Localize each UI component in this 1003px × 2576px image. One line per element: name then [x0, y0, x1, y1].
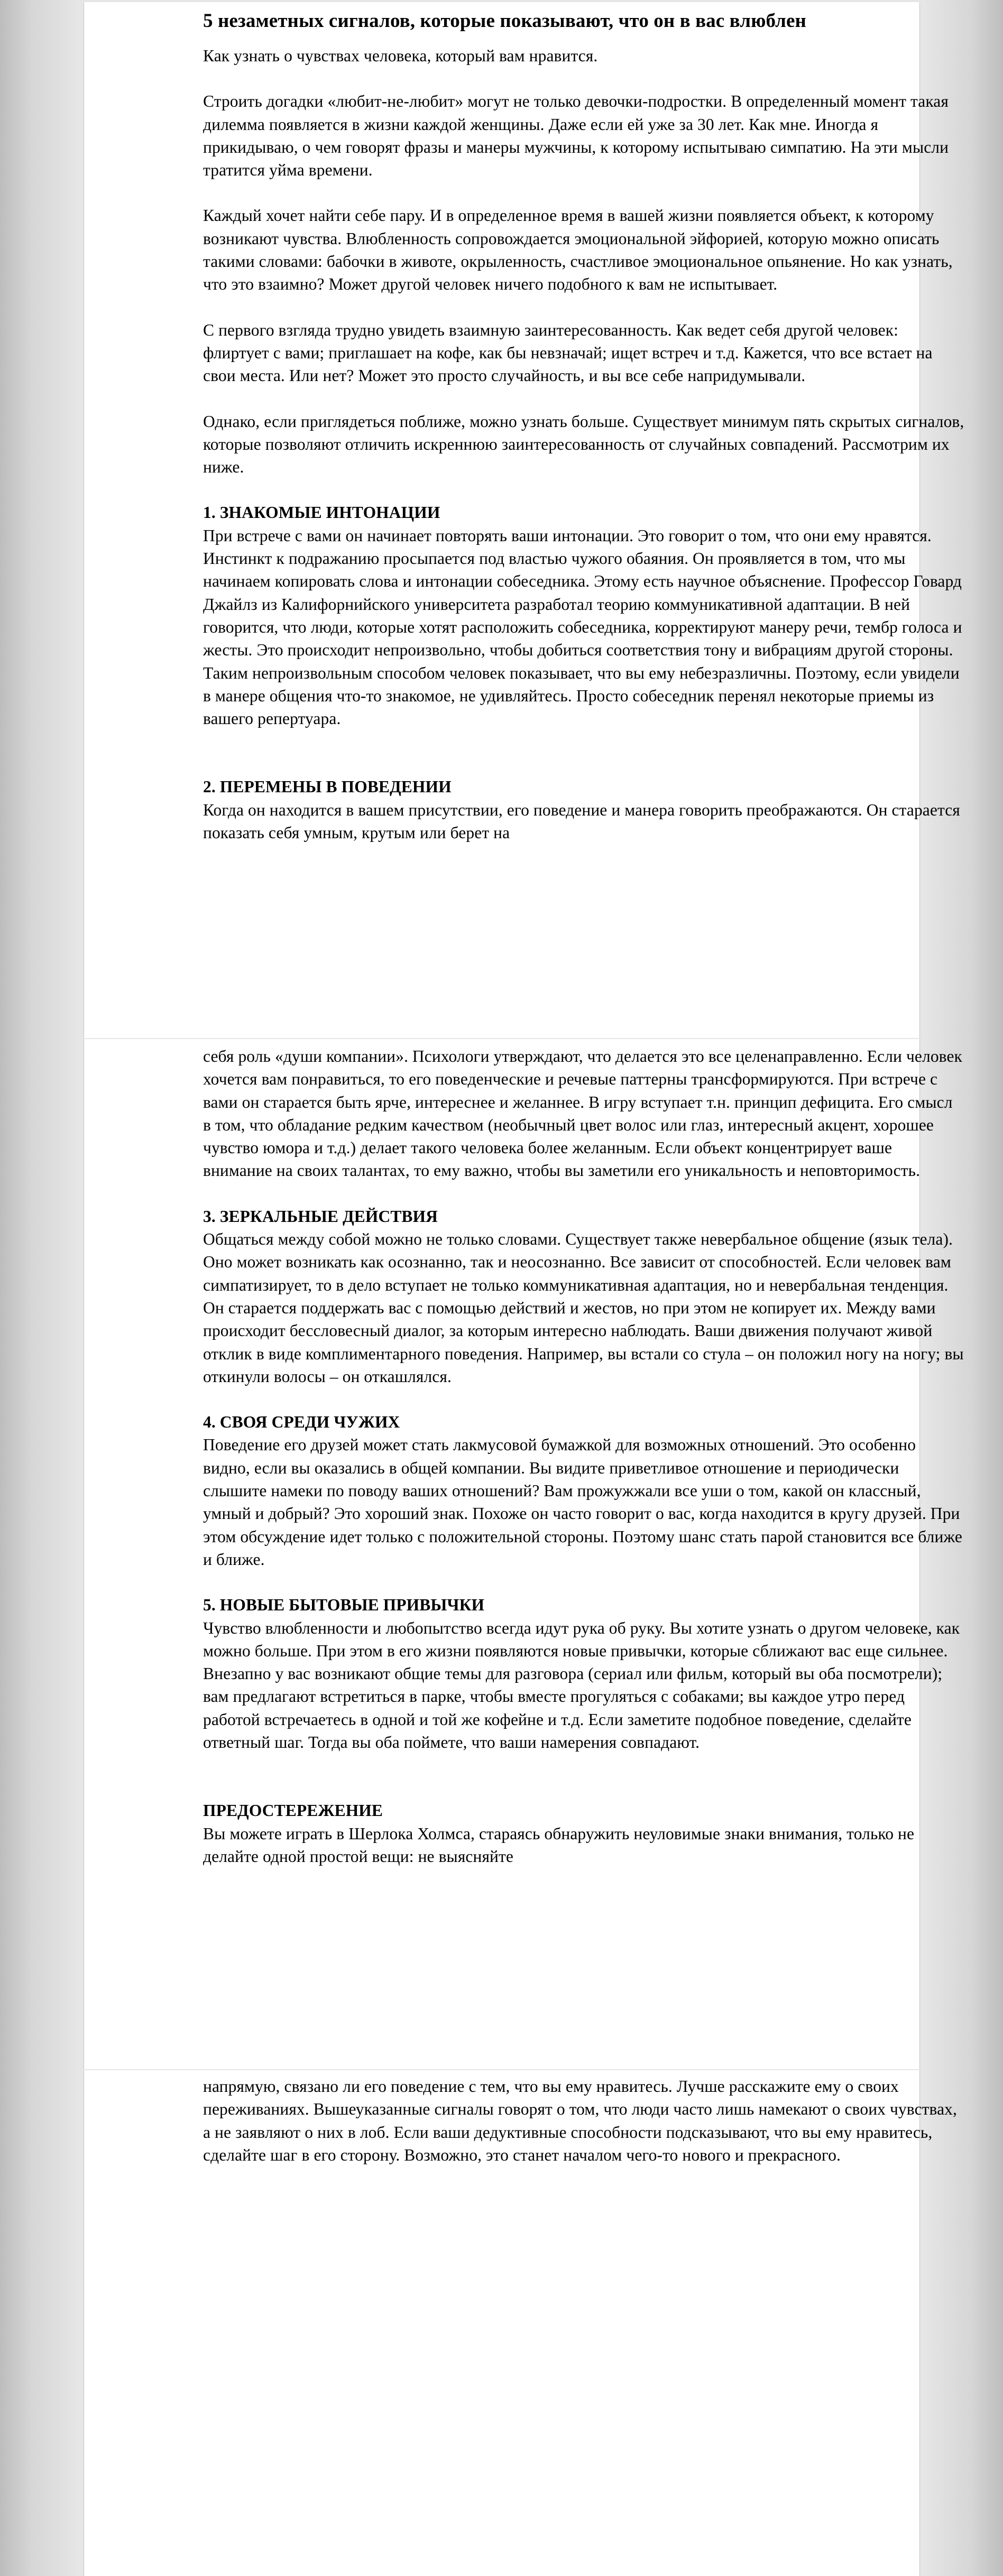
section-5-body: Чувство влюбленности и любопытство всегда идут рука об руку. Вы хотите узнать о другом человеке, как можно больше. При этом в его жизни появляются новые привычки, которые сближают вас еще сильнее. Внезапно у вас возникают общие темы для разговора (сериал или фильм, который вы оба посмотрели); вам предлагают встретиться в парке, чтобы вместе прогуляться с собаками; вы каждое утро перед работой встречаетесь в одной и той же кофейне и т.д. Если заметите подобное поведение, сделайте ответный шаг. Тогда вы оба поймете, что ваши намерения совпадают. [203, 1618, 960, 1752]
page-2-content [203, 1045, 964, 1868]
document-page-1 [84, 2, 964, 1038]
intro-paragraph-3: Каждый хочет найти себе пару. И в определенное время в вашей жизни появляется объект, к которому возникают чувства. Влюбленность сопровождается эмоциональной эйфорией, которую можно описать такими словами: бабочки в животе, окрыленность, счастливое эмоциональное опьянение. Но как узнать, что это взаимно? Может другой человек ничего подобного к вам не испытывает. [203, 206, 953, 294]
section-2-body-part-2: себя роль «души компании». Психологи утверждают, что делается это все целенаправленно. Если человек хочется вам понравиться, то его поведенческие и речевые паттерны трансформируются. При встрече с вами он старается быть ярче, интереснее и желаннее. В игру вступает т.н. принцип дефицита. Его смысл в том, что обладание редким качеством (необычный цвет волос или глаз, интересный акцент, хорошее чувство юмора и т.д.) делает такого человека более желанным. Если объект концентрирует ваше внимание на своих талантах, то ему важно, чтобы вы заметили его уникальность и неповторимость. [203, 1047, 962, 1180]
page-1-content [203, 10, 964, 844]
document-page-2 [84, 1039, 964, 2069]
section-3-heading: 3. ЗЕРКАЛЬНЫЕ ДЕЙСТВИЯ [203, 1207, 438, 1226]
article-title: 5 незаметных сигналов, которые показывают, что он в вас влюблен [203, 10, 806, 32]
document-page-3 [84, 2070, 957, 2576]
warning-heading: ПРЕДОСТЕРЕЖЕНИЕ [203, 1801, 383, 1820]
section-5-heading: 5. НОВЫЕ БЫТОВЫЕ ПРИВЫЧКИ [203, 1596, 485, 1615]
section-2-heading: 2. ПЕРЕМЕНЫ В ПОВЕДЕНИИ [203, 777, 452, 796]
intro-paragraph-5: Однако, если приглядеться поближе, можно узнать больше. Существует минимум пять скрытых сигналов, которые позволяют отличить искреннюю заинтересованность от случайных совпадений. Рассмотрим их ниже. [203, 412, 964, 477]
page-3-content [203, 2075, 964, 2166]
warning-body-part-1: Вы можете играть в Шерлока Холмса, стараясь обнаружить неуловимые знаки внимания, только не делайте одной простой вещи: не выясняйте [203, 1824, 915, 1866]
spacer [203, 753, 964, 775]
section-3-body: Общаться между собой можно не только словами. Существует также невербальное общение (язык тела). Оно может возникать как осознанно, так и неосознанно. Все зависит от способностей. Если человек вам симпатизирует, то в дело вступает не только коммуникативная адаптация, но и невербальная тенденция. Он старается поддержать вас с помощью действий и жестов, но при этом не копирует их. Между вами происходит бессловесный диалог, за которым интересно наблюдать. Ваши движения получают живой отклик в виде комплиментарного поведения. Например, вы встали со стула – он положил ногу на ногу; вы откинули волосы – он откашлялся. [203, 1230, 964, 1386]
section-1-heading: 1. ЗНАКОМЫЕ ИНТОНАЦИИ [203, 503, 440, 522]
intro-paragraph-2: Строить догадки «любит-не-любит» могут не только девочки-подростки. В определенный момент такая дилемма появляется в жизни каждой женщины. Даже если ей уже за 30 лет. Как мне. Иногда я прикидываю, о чем говорят фразы и манеры мужчины, к которому испытываю симпатию. На эти мысли тратится уйма времени. [203, 92, 949, 180]
section-1-body: При встрече с вами он начинает повторять ваши интонации. Это говорит о том, что они ему нравятся. Инстинкт к подражанию просыпается под властью чужого обаяния. Он проявляется в том, что мы начинаем копировать слова и интонации собеседника. Этому есть научное объяснение. Профессор Говард Джайлз из Калифорнийского университета разработал теорию коммуникативной адаптации. В ней говорится, что люди, которые хотят расположить собеседника, корректируют манеру речи, тембр голоса и жесты. Это происходит непроизвольно, чтобы добиться соответствия тону и вибрациям другой стороны. Таким непроизвольным способом человек показывает, что вы ему небезразличны. Поэтому, если увидели в манере общения что-то знакомое, не удивляйтесь. Просто собеседник перенял некоторые приемы из вашего репертуара. [203, 526, 962, 728]
spacer [203, 1776, 964, 1799]
warning-body-part-2: напрямую, связано ли его поведение с тем, что вы ему нравитесь. Лучше расскажите ему о своих переживаниях. Вышеуказанные сигналы говорят о том, что люди часто лишь намекают о своих чувствах, а не заявляют о них в лоб. Если ваши дедуктивные способности подсказывают, что вы ему нравитесь, сделайте шаг в его сторону. Возможно, это станет началом чего-то нового и прекрасного. [203, 2077, 957, 2164]
intro-paragraph-1: Как узнать о чувствах человека, который вам нравится. [203, 47, 598, 65]
section-4-heading: 4. СВОЯ СРЕДИ ЧУЖИХ [203, 1413, 400, 1432]
intro-paragraph-4: С первого взгляда трудно увидеть взаимную заинтересованность. Как ведет себя другой человек: флиртует с вами; приглашает на кофе, как бы невзначай; ищет встреч и т.д. Кажется, что все встает на свои места. Или нет? Может это просто случайность, и вы все себе напридумывали. [203, 320, 933, 385]
section-2-body-part-1: Когда он находится в вашем присутствии, его поведение и манера говорить преображаются. Он старается показать себя умным, крутым или берет на [203, 800, 960, 842]
section-4-body: Поведение его друзей может стать лакмусовой бумажкой для возможных отношений. Это особенно видно, если вы оказались в общей компании. Вы видите приветливое отношение и периодически слышите намеки по поводу ваших отношений? Вам прожужжали все уши о том, какой он классный, умный и добрый? Это хороший знак. Похоже он часто говорит о вас, когда находится в кругу друзей. При этом обсуждение идет только с положительной стороны. Поэтому шанс стать парой становится все ближе и ближе. [203, 1435, 962, 1569]
